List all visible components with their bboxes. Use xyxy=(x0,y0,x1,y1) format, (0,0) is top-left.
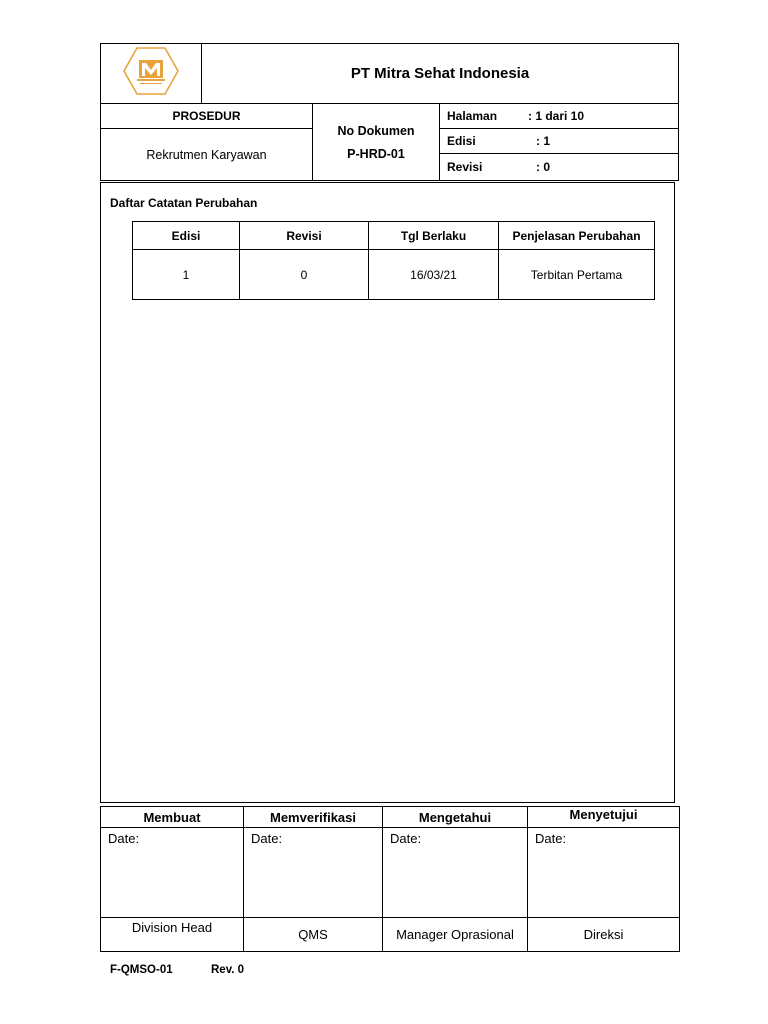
signature-column-header: Membuat xyxy=(101,807,244,828)
meta-value: : 0 xyxy=(536,160,551,174)
meta-revisi xyxy=(440,154,679,181)
signature-column-header: Menyetujui xyxy=(528,807,680,828)
meta-key: Edisi xyxy=(447,134,476,148)
column-header: Tgl Berlaku xyxy=(369,222,499,250)
document-header xyxy=(100,43,678,180)
signature-table xyxy=(100,806,679,948)
form-code: F-QMSO-01 xyxy=(110,964,173,976)
table-cell: Terbitan Pertama xyxy=(499,250,655,300)
signature-column-header: Mengetahui xyxy=(383,807,528,828)
date-field[interactable]: Date: xyxy=(528,828,680,918)
logo-cell xyxy=(101,44,202,104)
changes-table xyxy=(132,221,654,300)
meta-halaman xyxy=(440,104,679,129)
company-name: PT Mitra Sehat Indonesia xyxy=(202,44,679,104)
table-cell: 1 xyxy=(133,250,240,300)
form-revision: Rev. 0 xyxy=(211,964,245,976)
signature-column-header: Memverifikasi xyxy=(244,807,383,828)
changes-title: Daftar Catatan Perubahan xyxy=(110,196,258,210)
meta-key: Revisi xyxy=(447,160,483,174)
date-field[interactable]: Date: xyxy=(383,828,528,918)
doc-type: PROSEDUR xyxy=(101,104,313,129)
signature-role-row xyxy=(101,918,680,952)
meta-value: : 1 xyxy=(536,134,551,148)
column-header: Revisi xyxy=(240,222,369,250)
date-field[interactable]: Date: xyxy=(101,828,244,918)
signature-role: Direksi xyxy=(528,918,680,952)
signature-header-row xyxy=(101,807,680,828)
meta-edisi xyxy=(440,129,679,154)
signature-role: Manager Oprasional xyxy=(383,918,528,952)
meta-key: Halaman xyxy=(447,109,498,123)
changes-header-row xyxy=(133,222,655,250)
table-cell: 16/03/21 xyxy=(369,250,499,300)
table-cell: 0 xyxy=(240,250,369,300)
doc-number-cell xyxy=(313,104,440,181)
signature-role: Division Head xyxy=(101,918,244,952)
table-row xyxy=(133,250,655,300)
doc-number: P-HRD-01 xyxy=(347,146,405,161)
doc-number-label: No Dokumen xyxy=(337,123,415,138)
date-field[interactable]: Date: xyxy=(244,828,383,918)
column-header: Edisi xyxy=(133,222,240,250)
column-header: Penjelasan Perubahan xyxy=(499,222,655,250)
signature-date-row xyxy=(101,828,680,918)
signature-role: QMS xyxy=(244,918,383,952)
company-logo xyxy=(123,46,179,96)
meta-value: : 1 dari 10 xyxy=(528,109,585,123)
doc-title: Rekrutmen Karyawan xyxy=(101,129,313,181)
